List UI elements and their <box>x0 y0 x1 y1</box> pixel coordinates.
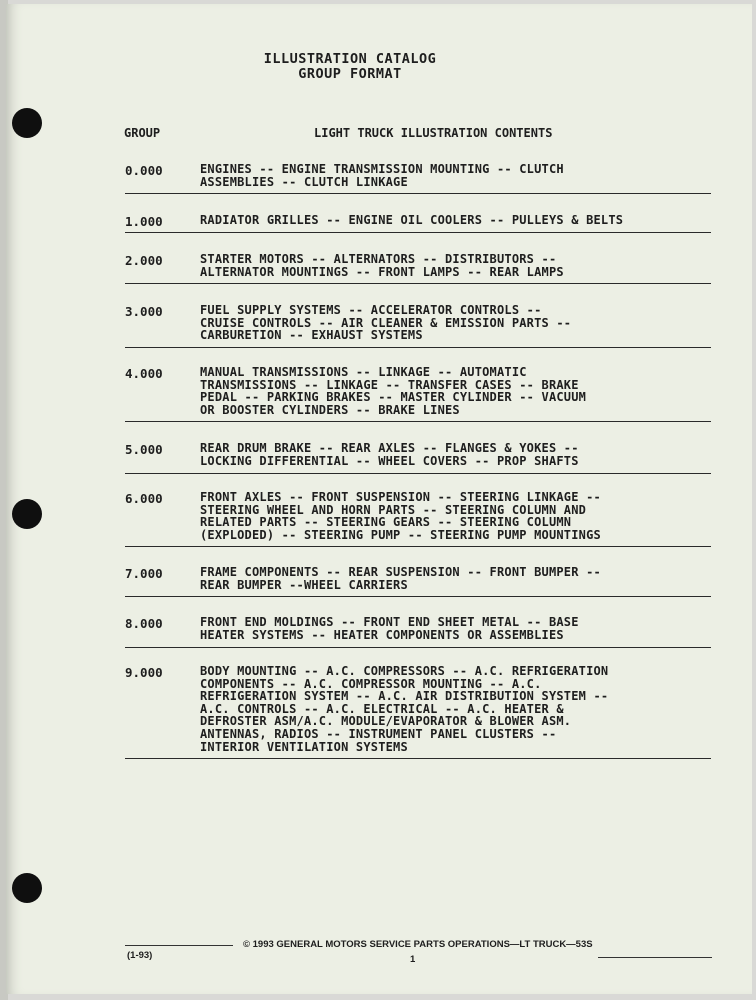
footer-rule-left <box>125 945 233 946</box>
row-divider <box>125 758 711 759</box>
row-divider <box>125 596 711 597</box>
group-number: 9.000 <box>125 665 163 680</box>
row-divider <box>125 347 711 348</box>
group-number: 3.000 <box>125 304 163 319</box>
group-description: FUEL SUPPLY SYSTEMS -- ACCELERATOR CONTROLS -- CRUISE CONTROLS -- AIR CLEANER & EMISSION PARTS -- CARBURETION -- EXHAUST SYSTEMS <box>200 303 572 343</box>
row-divider <box>125 546 711 547</box>
group-number: 4.000 <box>125 366 163 381</box>
group-number: 1.000 <box>125 214 163 229</box>
group-description: MANUAL TRANSMISSIONS -- LINKAGE -- AUTOMATIC TRANSMISSIONS -- LINKAGE -- TRANSFER CASES -- BRAKE PEDAL -- PARKING BRAKES -- MASTER CYLINDER -- VACUUM OR BOOSTER CYLINDERS -- BRAKE LINES <box>200 365 587 417</box>
footer-rule-right <box>598 957 712 958</box>
group-description: REAR DRUM BRAKE -- REAR AXLES -- FLANGES & YOKES -- LOCKING DIFFERENTIAL -- WHEEL COVERS -- PROP SHAFTS <box>200 441 579 468</box>
group-description: ENGINES -- ENGINE TRANSMISSION MOUNTING -- CLUTCH ASSEMBLIES -- CLUTCH LINKAGE <box>200 162 564 189</box>
group-description: FRONT AXLES -- FRONT SUSPENSION -- STEERING LINKAGE -- STEERING WHEEL AND HORN PARTS -- STEERING COLUMN AND RELATED PARTS -- STEERING GEARS -- STEERING COLUMN (EXPLODED) -- STEERING PUMP -- STEERING PUMP MOUNTINGS <box>200 490 601 542</box>
binder-hole-top <box>12 108 42 138</box>
page-number: 1 <box>410 954 416 965</box>
group-description: FRONT END MOLDINGS -- FRONT END SHEET METAL -- BASE HEATER SYSTEMS -- HEATER COMPONENTS OR ASSEMBLIES <box>200 615 579 642</box>
footer-date-code: (1-93) <box>127 950 153 961</box>
group-number: 6.000 <box>125 491 163 506</box>
group-number: 5.000 <box>125 442 163 457</box>
row-divider <box>125 283 711 284</box>
row-divider <box>125 421 711 422</box>
group-number: 8.000 <box>125 616 163 631</box>
binder-hole-bottom <box>12 873 42 903</box>
footer-copyright: © 1993 GENERAL MOTORS SERVICE PARTS OPERATIONS—LT TRUCK—53S <box>243 939 593 950</box>
row-divider <box>125 232 711 233</box>
group-number: 2.000 <box>125 253 163 268</box>
row-divider <box>125 473 711 474</box>
group-description: BODY MOUNTING -- A.C. COMPRESSORS -- A.C. REFRIGERATION COMPONENTS -- A.C. COMPRESSOR MOUNTING -- A.C. REFRIGERATION SYSTEM -- A.C. AIR DISTRIBUTION SYSTEM -- A.C. CONTROLS -- A.C. ELECTRICAL -- A.C. HEATER & DEFROSTER ASM/A.C. MODULE/EVAPORATOR & BLOWER ASM. ANTENNAS, RADIOS -- INSTRUMENT PANEL CLUSTERS -- INTERIOR VENTILATION SYSTEMS <box>200 664 609 754</box>
group-description: FRAME COMPONENTS -- REAR SUSPENSION -- FRONT BUMPER -- REAR BUMPER --WHEEL CARRIERS <box>200 565 601 592</box>
binder-hole-middle <box>12 499 42 529</box>
catalog-subtitle: GROUP FORMAT <box>298 66 402 82</box>
catalog-title: ILLUSTRATION CATALOG <box>263 51 437 67</box>
row-divider <box>125 647 711 648</box>
contents-column-header: LIGHT TRUCK ILLUSTRATION CONTENTS <box>314 126 553 140</box>
row-divider <box>125 193 711 194</box>
group-number: 7.000 <box>125 566 163 581</box>
group-description: RADIATOR GRILLES -- ENGINE OIL COOLERS -- PULLEYS & BELTS <box>200 213 624 227</box>
group-description: STARTER MOTORS -- ALTERNATORS -- DISTRIBUTORS -- ALTERNATOR MOUNTINGS -- FRONT LAMPS -- REAR LAMPS <box>200 252 564 279</box>
group-column-header: GROUP <box>124 126 161 140</box>
group-number: 0.000 <box>125 163 163 178</box>
